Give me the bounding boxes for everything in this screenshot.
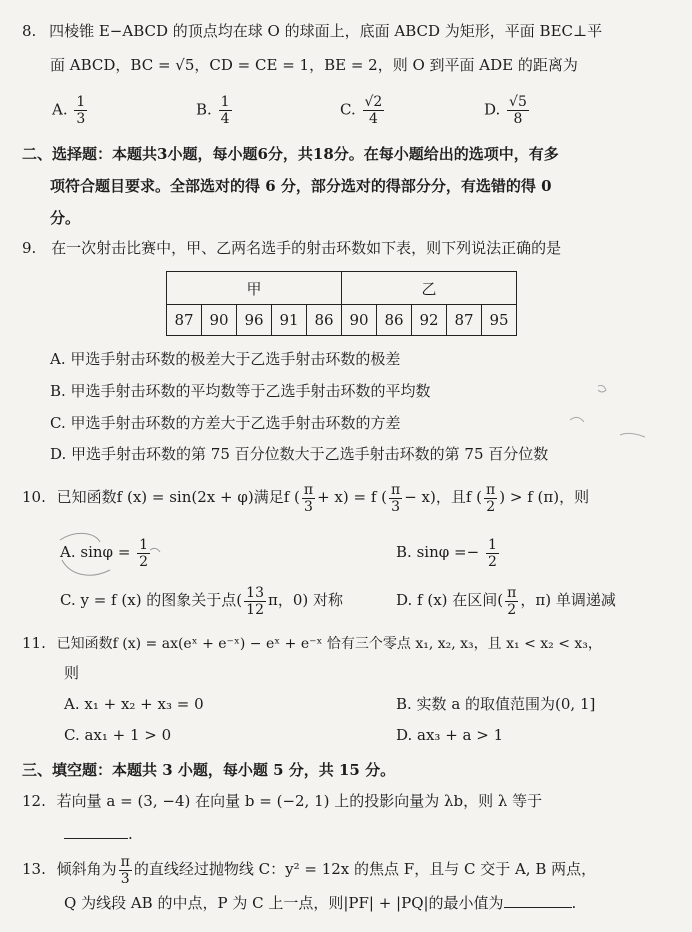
q10-option-a-label: A. bbox=[60, 543, 76, 561]
q13-stem bbox=[22, 852, 596, 887]
q10-c-num: 13 bbox=[246, 584, 264, 601]
q8-d-num: √5 bbox=[509, 94, 527, 110]
q10-stem-c: − x)，且f ( bbox=[404, 488, 483, 506]
section3-heading: 三、填空题：本题共 3 小题，每小题 5 分，共 15 分。 bbox=[22, 761, 396, 779]
q8-option-d bbox=[484, 94, 531, 127]
q10-pi-num3: π bbox=[486, 481, 496, 498]
q10-option-d-text-b: ，π) 单调递减 bbox=[520, 591, 616, 609]
q8-option-d-label: D. bbox=[484, 100, 501, 119]
q8-number: 8. bbox=[22, 22, 37, 40]
q9-yi-cell: 87 bbox=[447, 305, 482, 336]
pencil-mark-icon bbox=[560, 380, 660, 450]
q9-jia-cell: 90 bbox=[202, 305, 237, 336]
q9-option-c: C. 甲选手射击环数的方差大于乙选手射击环数的方差 bbox=[50, 414, 401, 432]
q10-frac-pi-3a bbox=[302, 482, 315, 515]
q9-text: 在一次射击比赛中，甲、乙两名选手的射击环数如下表，则下列说法正确的是 bbox=[51, 239, 562, 257]
q12-answer-blank[interactable] bbox=[64, 824, 128, 839]
q10-option-b-frac bbox=[486, 537, 499, 570]
q10-option-b-text: sinφ =− bbox=[416, 543, 480, 561]
q9-table-data-row bbox=[167, 305, 517, 336]
q9-yi-cell: 92 bbox=[412, 305, 447, 336]
q10-d-den: 2 bbox=[507, 601, 517, 618]
q8-option-d-fraction bbox=[507, 94, 529, 127]
q13-period: . bbox=[571, 894, 577, 912]
q8-option-b bbox=[196, 94, 234, 127]
q8-text1: 四棱锥 E−ABCD 的顶点均在球 O 的球面上，底面 ABCD 为矩形，平面 BEC⊥平 bbox=[49, 22, 603, 40]
q11-option-c: C. ax₁ + 1 > 0 bbox=[64, 726, 172, 744]
q10-option-b-label: B. bbox=[396, 543, 412, 561]
q13-frac-pi-3 bbox=[119, 854, 132, 887]
q8-option-a-label: A. bbox=[52, 100, 68, 119]
q10-option-d-text-a: D. f (x) 在区间( bbox=[396, 591, 504, 609]
q13-stem-b: 的直线经过抛物线 C：y² = 12x 的焦点 F，且与 C 交于 A, B 两点， bbox=[133, 860, 597, 878]
q10-option-c-text-a: C. y = f (x) 的图象关于点( bbox=[60, 591, 243, 609]
q9-number: 9. bbox=[22, 239, 37, 257]
q12-period: . bbox=[128, 825, 133, 843]
q11-text: 已知函数f (x) = ax(eˣ + e⁻ˣ) − eˣ + e⁻ˣ 恰有三个零点 x₁, x₂, x₃，且 x₁ < x₂ < x₃， bbox=[56, 636, 602, 652]
q10-a-den: 2 bbox=[139, 553, 149, 570]
q13-stem2: Q 为线段 AB 的中点，P 为 C 上一点，则|PF| + |PQ|的最小值为 bbox=[64, 894, 504, 912]
q11-option-a: A. x₁ + x₂ + x₃ = 0 bbox=[64, 695, 204, 713]
q13-answer-blank[interactable] bbox=[504, 893, 572, 908]
q9-jia-cell: 96 bbox=[237, 305, 272, 336]
q9-header-yi: 乙 bbox=[342, 272, 517, 305]
q9-yi-cell: 86 bbox=[377, 305, 412, 336]
q12-number: 12. bbox=[22, 792, 46, 810]
q8-a-den: 3 bbox=[76, 111, 86, 127]
q9-table-header-row bbox=[167, 272, 517, 305]
q13-pi-num: π bbox=[120, 853, 130, 870]
q8-option-c-fraction bbox=[363, 94, 385, 127]
q10-d-num: π bbox=[507, 584, 517, 601]
q10-a-num: 1 bbox=[139, 536, 149, 553]
q8-stem-line2: 面 ABCD，BC = √5，CD = CE = 1，BE = 2，则 O 到平面 ADE 的距离为 bbox=[50, 56, 578, 74]
q10-option-d-frac bbox=[505, 585, 518, 618]
q10-three-den2: 3 bbox=[391, 498, 401, 515]
q13-stem-a: 倾斜角为 bbox=[56, 860, 117, 878]
q10-stem-d: ) > f (π)，则 bbox=[499, 488, 590, 506]
q12-text: 若向量 a = (3, −4) 在向量 b = (−2, 1) 上的投影向量为 λb，则 λ 等于 bbox=[56, 792, 543, 810]
q8-b-den: 4 bbox=[220, 111, 230, 127]
q10-option-c-frac bbox=[244, 585, 266, 618]
q9-jia-cell: 86 bbox=[307, 305, 342, 336]
q10-option-d bbox=[396, 583, 616, 618]
q11-option-d: D. ax₃ + a > 1 bbox=[396, 726, 504, 744]
q8-option-a-fraction bbox=[74, 94, 87, 127]
q12-stem bbox=[22, 790, 542, 812]
q8-option-c-label: C. bbox=[340, 100, 356, 119]
q8-stem-line1 bbox=[22, 20, 602, 42]
q9-yi-cell: 90 bbox=[342, 305, 377, 336]
q13-stem2-line bbox=[64, 892, 576, 914]
q10-option-b bbox=[396, 535, 501, 570]
q8-d-den: 8 bbox=[513, 111, 523, 127]
section2-line2: 项符合题目要求。全部选对的得 6 分，部分选对的得部分分，有选错的得 0 bbox=[50, 177, 552, 195]
q10-three-den: 3 bbox=[304, 498, 313, 515]
q10-frac-pi-3b bbox=[389, 482, 402, 515]
q9-stem bbox=[22, 237, 561, 259]
q12-answer-line bbox=[64, 823, 133, 845]
q11-option-b: B. 实数 a 的取值范围为(0, 1] bbox=[396, 695, 596, 713]
q10-b-den: 2 bbox=[487, 553, 497, 570]
q10-b-num: 1 bbox=[487, 536, 497, 553]
q10-stem-a: 已知函数f (x) = sin(2x + φ)满足f ( bbox=[56, 488, 300, 506]
pencil-scribble-icon bbox=[50, 520, 180, 590]
q11-number: 11. bbox=[22, 634, 46, 652]
q10-number: 10. bbox=[22, 488, 46, 506]
q9-yi-cell: 95 bbox=[482, 305, 517, 336]
q9-header-jia: 甲 bbox=[167, 272, 342, 305]
q8-option-b-label: B. bbox=[196, 100, 212, 119]
q8-option-b-fraction bbox=[219, 94, 232, 127]
q8-option-c bbox=[340, 94, 386, 127]
q13-three-den: 3 bbox=[120, 870, 130, 887]
q8-option-a bbox=[52, 94, 89, 127]
q9-score-table bbox=[166, 271, 517, 336]
q10-stem bbox=[22, 480, 589, 515]
q9-option-a: A. 甲选手射击环数的极差大于乙选手射击环数的极差 bbox=[50, 350, 401, 368]
q9-option-b: B. 甲选手射击环数的平均数等于乙选手射击环数的平均数 bbox=[50, 382, 431, 400]
q10-two-den: 2 bbox=[486, 498, 496, 515]
q11-stem bbox=[22, 632, 602, 655]
q8-a-num: 1 bbox=[76, 94, 86, 110]
q10-frac-pi-2 bbox=[484, 482, 497, 515]
q10-stem-b: + x) = f ( bbox=[317, 488, 388, 506]
q9-jia-cell: 87 bbox=[167, 305, 202, 336]
q13-number: 13. bbox=[22, 860, 46, 878]
section2-line3: 分。 bbox=[50, 209, 81, 227]
q10-pi-num2: π bbox=[391, 481, 401, 498]
q10-pi-num: π bbox=[303, 481, 314, 498]
q8-c-den: 4 bbox=[368, 111, 378, 127]
q11-stem2: 则 bbox=[64, 664, 80, 682]
q10-option-c-text-b: π，0) 对称 bbox=[268, 591, 344, 609]
q10-c-den: 12 bbox=[246, 601, 264, 618]
section2-heading: 二、选择题：本题共3小题，每小题6分，共18分。在每小题给出的选项中，有多 bbox=[22, 145, 559, 163]
q10-option-a-text: sinφ = bbox=[80, 543, 131, 561]
q8-c-num: √2 bbox=[364, 94, 383, 110]
q9-option-d: D. 甲选手射击环数的第 75 百分位数大于乙选手射击环数的第 75 百分位数 bbox=[50, 445, 549, 463]
q9-jia-cell: 91 bbox=[272, 305, 307, 336]
q8-b-num: 1 bbox=[220, 94, 230, 110]
